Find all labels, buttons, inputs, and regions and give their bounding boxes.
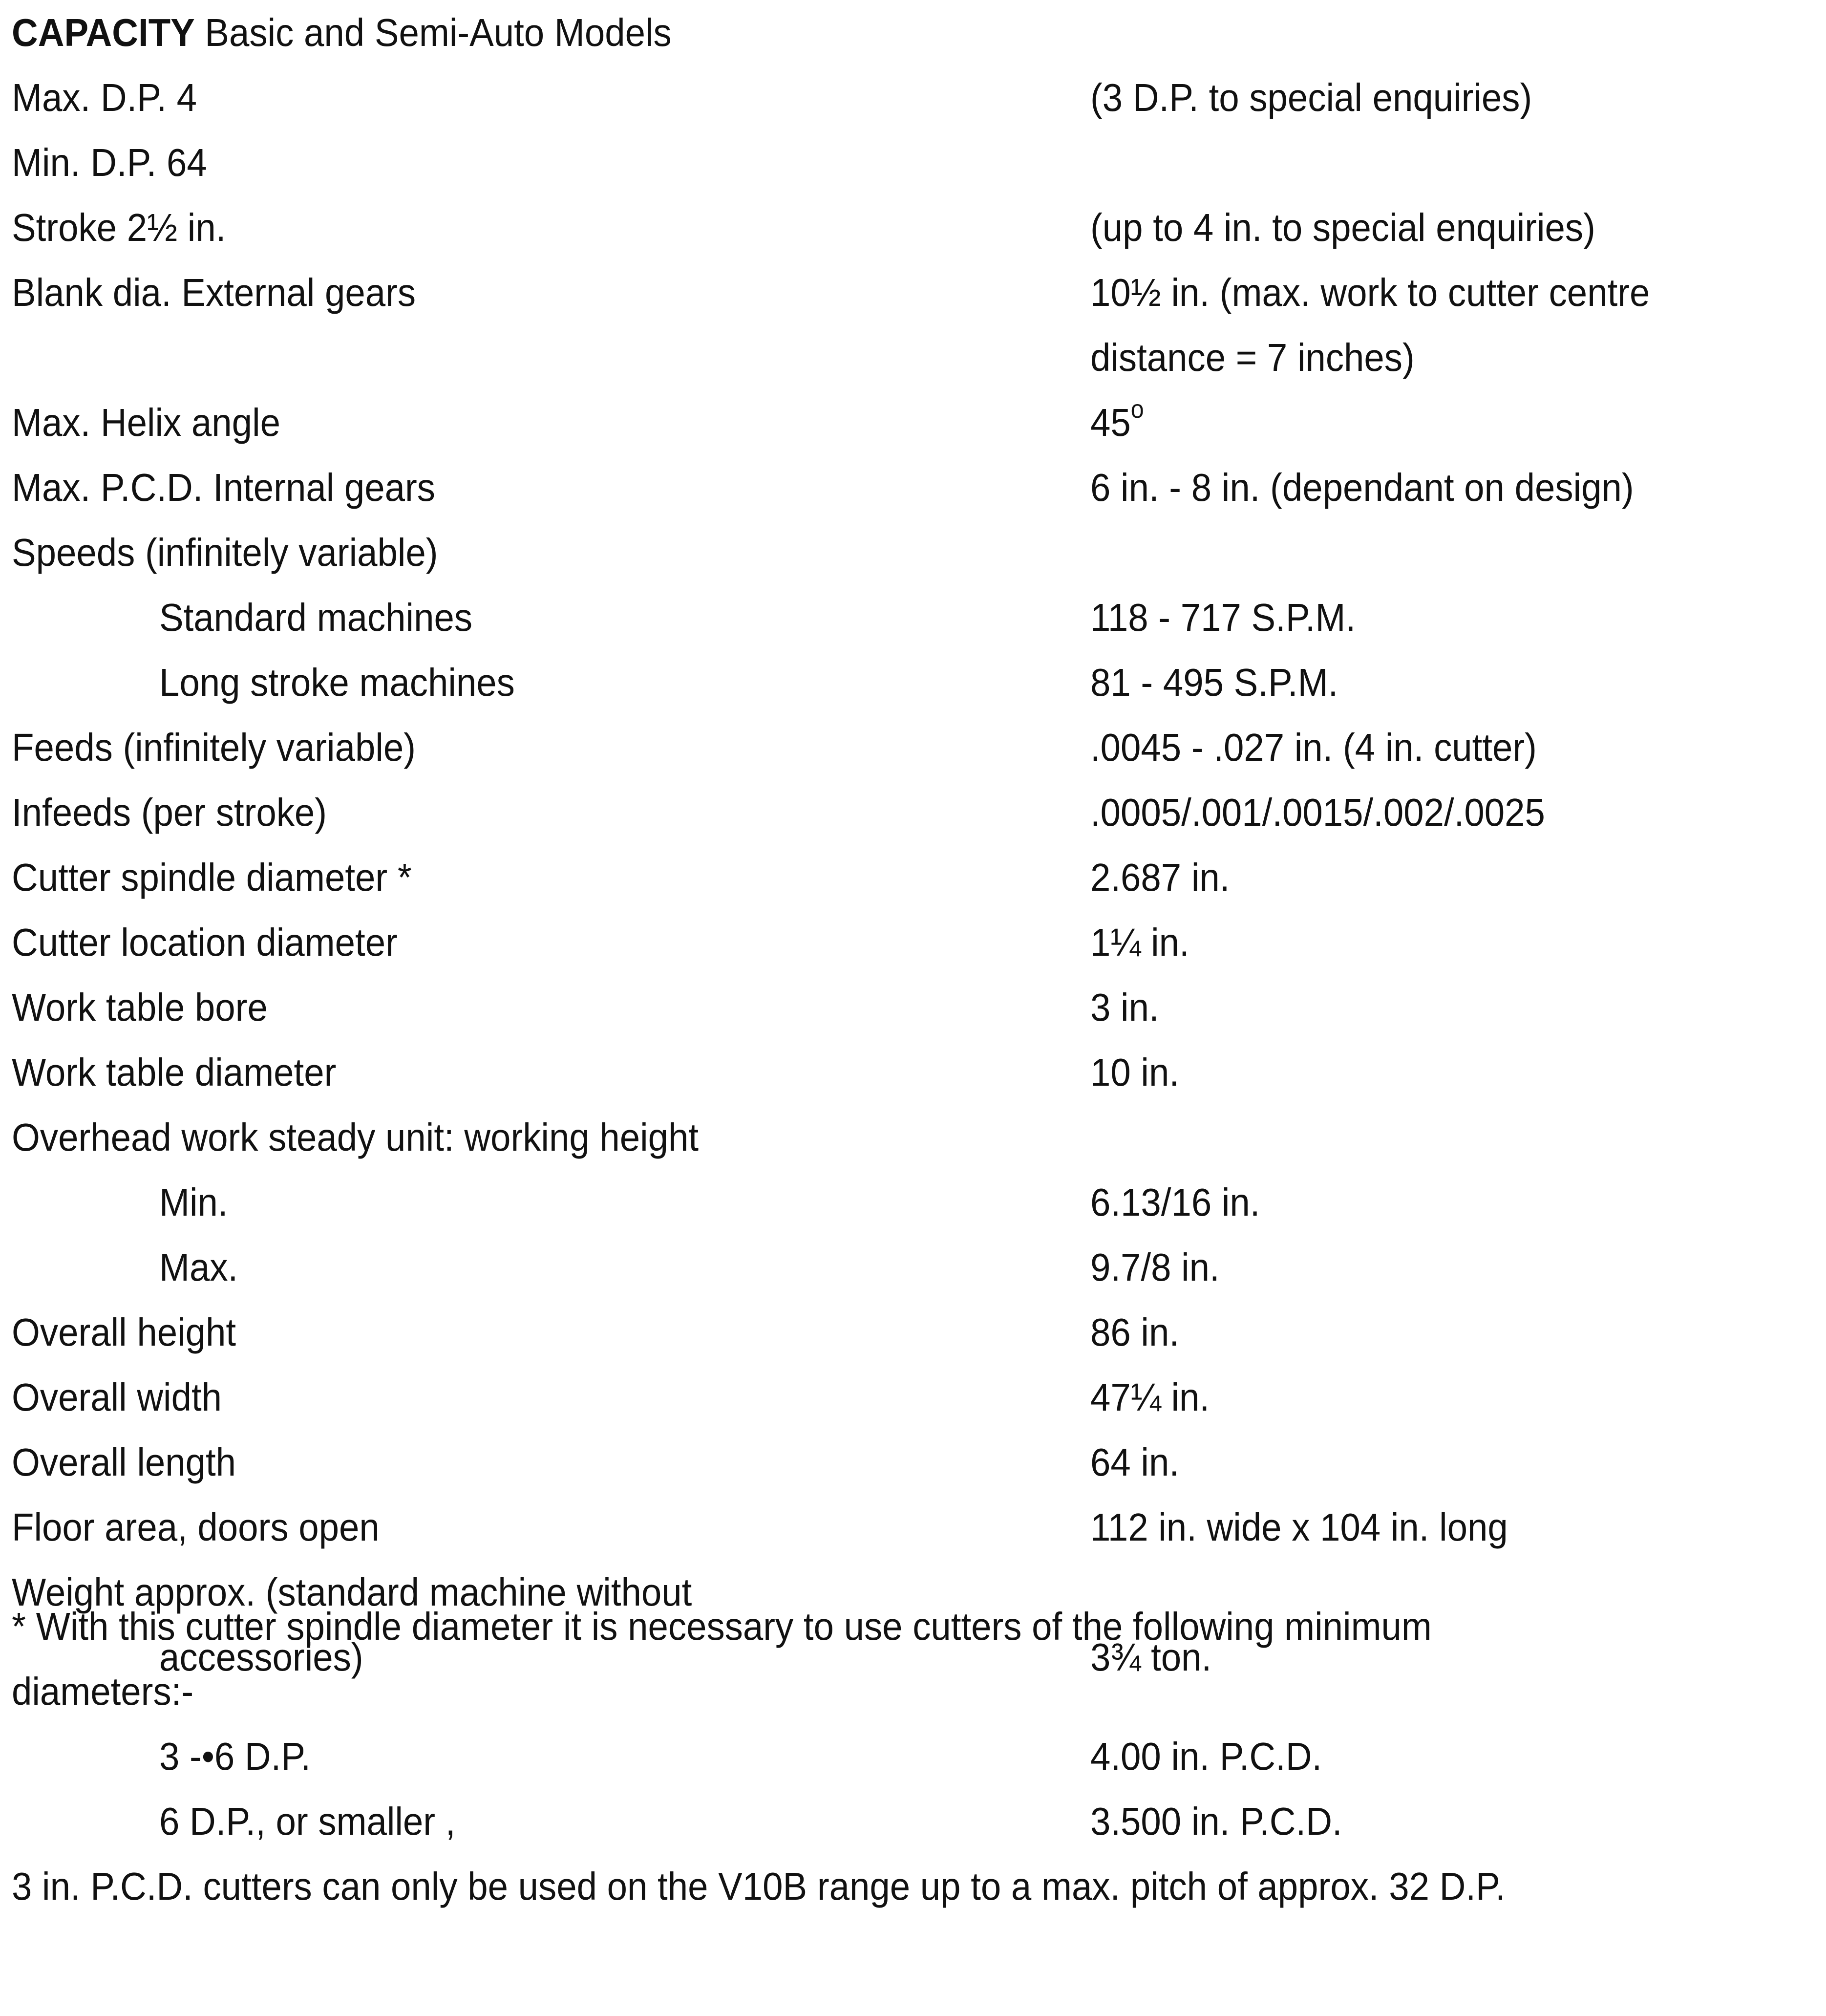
spec-row (0, 1300, 1826, 1365)
heading-bold: CAPACITY (12, 11, 195, 54)
spec-value (1090, 780, 1545, 845)
spec-row (0, 1170, 1826, 1235)
closing-note-row (0, 1854, 1826, 1919)
spec-value (1090, 1495, 1508, 1560)
spec-row (0, 260, 1826, 325)
heading-row (0, 0, 1826, 65)
spec-value (1090, 650, 1338, 715)
spec-value-text: 2.687 in. (1090, 856, 1230, 899)
spec-value-text: 6 in. - 8 in. (dependant on design) (1090, 466, 1634, 509)
spec-value (1090, 455, 1634, 520)
spec-row (0, 715, 1826, 780)
spec-row (0, 845, 1826, 910)
spec-label: accessories) (159, 1635, 363, 1679)
spec-value-text: 81 - 495 S.P.M. (1090, 661, 1338, 704)
spec-value (1090, 1170, 1260, 1235)
spec-row (0, 130, 1826, 195)
spec-label: Stroke 2½ in. (12, 206, 226, 249)
spec-label: Min. D.P. 64 (12, 141, 207, 184)
spec-value-text: 112 in. wide x 104 in. long (1090, 1505, 1508, 1549)
spec-row (0, 390, 1826, 455)
spec-value (1090, 195, 1595, 260)
spec-row (0, 1430, 1826, 1495)
footnote-item-label: 3 -•6 D.P. (159, 1735, 311, 1778)
spec-label: Work table diameter (12, 1051, 337, 1094)
spec-row (0, 1040, 1826, 1105)
spec-row (0, 975, 1826, 1040)
spec-row (0, 325, 1826, 390)
spec-value (1090, 65, 1532, 130)
spec-value (1090, 1235, 1220, 1300)
spec-value (1090, 325, 1415, 390)
spec-label: Max. D.P. 4 (12, 76, 197, 119)
spec-value-text: 64 in. (1090, 1440, 1180, 1484)
spec-row (0, 455, 1826, 520)
spec-value-text: (up to 4 in. to special enquiries) (1090, 206, 1595, 249)
spec-label: Feeds (infinitely variable) (12, 726, 416, 769)
footnote-item-value: 3.500 in. P.C.D. (1090, 1800, 1342, 1843)
spec-label: Long stroke machines (159, 661, 515, 704)
footnote-item (0, 1724, 1826, 1789)
spec-label: Max. Helix angle (12, 401, 280, 444)
spec-row (0, 910, 1826, 975)
spec-row (0, 1365, 1826, 1430)
spec-value (1090, 585, 1356, 650)
spec-label: Infeeds (per stroke) (12, 791, 327, 834)
spec-value (1090, 975, 1159, 1040)
spec-label: Overall height (12, 1310, 236, 1354)
spec-label: Cutter location diameter (12, 921, 398, 964)
spec-value (1090, 1430, 1179, 1495)
spec-value-text: .0045 - .027 in. (4 in. cutter) (1090, 726, 1537, 769)
spec-row (0, 65, 1826, 130)
spec-row (0, 1105, 1826, 1170)
spec-value-text: 118 - 717 S.P.M. (1090, 596, 1356, 639)
spec-value-text: distance = 7 inches) (1090, 336, 1415, 379)
spec-label: Max. (159, 1245, 238, 1289)
spec-value-text: 1¼ in. (1090, 921, 1189, 964)
spec-value-text: 6.13/16 in. (1090, 1180, 1260, 1224)
spec-label: Overhead work steady unit: working height (12, 1115, 699, 1159)
heading-subtitle: Basic and Semi-Auto Models (194, 11, 672, 54)
spec-label: Max. P.C.D. Internal gears (12, 466, 436, 509)
footnote-item (0, 1789, 1826, 1854)
spec-label: Blank dia. External gears (12, 271, 416, 314)
spec-value-text: 3¾ ton. (1090, 1635, 1212, 1679)
spec-value (1090, 845, 1230, 910)
footnote-line-2 (0, 1659, 1826, 1724)
degree-superscript: o (1130, 395, 1144, 424)
spec-value-text: 45 (1090, 401, 1131, 444)
spec-value (1090, 390, 1144, 455)
spec-value (1090, 715, 1537, 780)
spec-label: Floor area, doors open (12, 1505, 380, 1549)
closing-note: 3 in. P.C.D. cutters can only be used on the V10B range up to a max. pitch of approx. 32 D.P. (12, 1865, 1506, 1908)
spec-label: Overall length (12, 1440, 236, 1484)
spec-row (0, 520, 1826, 585)
spec-row (0, 650, 1826, 715)
footnote-item-label: 6 D.P., or smaller , (159, 1800, 456, 1843)
spec-value-text: (3 D.P. to special enquiries) (1090, 76, 1532, 119)
spec-label: Standard machines (159, 596, 473, 639)
spec-value-text: 86 in. (1090, 1310, 1180, 1354)
page-heading (12, 0, 672, 65)
spec-value-text: 3 in. (1090, 986, 1159, 1029)
spec-value-text: 9.7/8 in. (1090, 1245, 1220, 1289)
spec-value (1090, 910, 1189, 975)
spec-label: Work table bore (12, 986, 268, 1029)
spec-row (0, 780, 1826, 845)
spec-value-text: 10½ in. (max. work to cutter centre (1090, 271, 1650, 314)
spec-value-text: 47¼ in. (1090, 1375, 1210, 1419)
spec-value-text: 10 in. (1090, 1051, 1180, 1094)
spec-value (1090, 1300, 1179, 1365)
spec-label: Speeds (infinitely variable) (12, 531, 438, 574)
footnote-text: diameters:- (12, 1670, 194, 1713)
spec-value (1090, 1040, 1179, 1105)
spec-label: Overall width (12, 1375, 222, 1419)
footnote-item-value: 4.00 in. P.C.D. (1090, 1735, 1322, 1778)
spec-row (0, 195, 1826, 260)
spec-value-text: .0005/.001/.0015/.002/.0025 (1090, 791, 1545, 834)
footnote-line-1 (0, 1594, 1826, 1659)
spec-label: Min. (159, 1180, 228, 1224)
spec-value (1090, 260, 1650, 325)
spec-label: Weight approx. (standard machine without (12, 1570, 692, 1614)
spec-row (0, 1235, 1826, 1300)
spec-value (1090, 1365, 1210, 1430)
spec-label: Cutter spindle diameter * (12, 856, 412, 899)
spec-row (0, 1495, 1826, 1560)
spec-row (0, 585, 1826, 650)
footnote-text: * With this cutter spindle diameter it is necessary to use cutters of the following minimum (12, 1605, 1432, 1648)
